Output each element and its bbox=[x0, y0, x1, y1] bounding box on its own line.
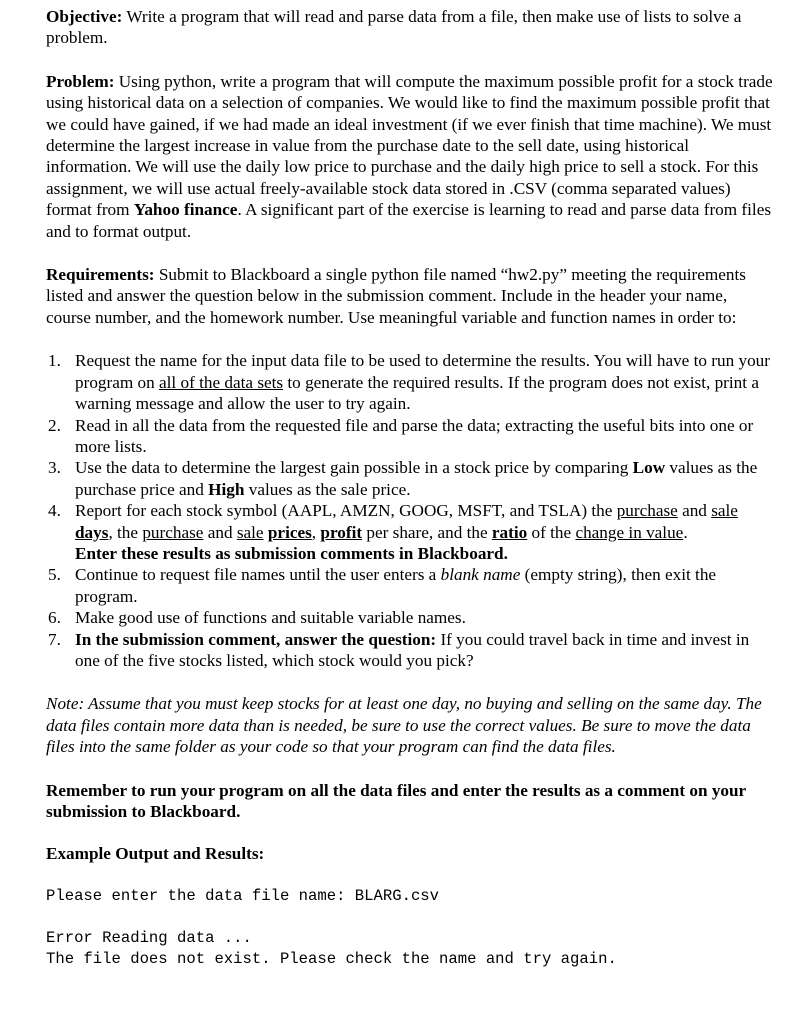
sale-term: sale bbox=[236, 522, 264, 542]
list-number: 4. bbox=[48, 501, 61, 521]
problem-text-1: Using python, write a program that will compute the maximum possible profit for a stock trade using historical data on a selection of companies. We would like to find the maximum possible profit that we could have gained, if we had made an ideal investment (if we ever finish that time machine). We must determine the largest increase in value from the purchase date to the sell date, using historical information. We will use the daily low price to purchase and the daily high price to sell a stock. For this assignment, we will use actual freely-available stock data stored in .CSV (comma separated values) format from bbox=[46, 71, 773, 220]
and-text: and bbox=[203, 522, 237, 542]
list-number: 7. bbox=[48, 629, 61, 649]
example-error-line-2: The file does not exist. Please check the name and try again. bbox=[46, 949, 617, 968]
example-error-line-1: Error Reading data ... bbox=[46, 928, 252, 947]
blank-name-term: blank name bbox=[440, 565, 521, 585]
problem-text-2: . A significant part of the exercise is learning to read and parse data from files and to format output. bbox=[46, 200, 772, 241]
example-heading-text: Example Output and Results: bbox=[46, 844, 265, 864]
list-item-4-text-f: . bbox=[683, 522, 688, 542]
list-item-3-text-end: values as the sale price. bbox=[244, 479, 411, 499]
example-prompt-line: Please enter the data file name: BLARG.csv bbox=[46, 886, 440, 905]
list-item bbox=[46, 629, 774, 672]
list-item-4-text-e: of the bbox=[527, 522, 576, 542]
objective-paragraph bbox=[46, 6, 774, 49]
list-item-4-text-d: per share, and the bbox=[362, 522, 492, 542]
list-number: 3. bbox=[48, 458, 61, 478]
change-in-value-term: change in value bbox=[575, 522, 684, 542]
list-item-7-bold: In the submission comment, answer the question: bbox=[75, 629, 437, 649]
list-item bbox=[46, 607, 774, 628]
purchase-term: purchase bbox=[616, 501, 678, 521]
requirements-paragraph bbox=[46, 264, 774, 328]
list-item bbox=[46, 350, 774, 414]
list-number: 5. bbox=[48, 565, 61, 585]
list-item bbox=[46, 500, 774, 564]
problem-label: Problem: bbox=[46, 71, 115, 91]
document-page bbox=[46, 6, 774, 970]
prices-term: prices bbox=[267, 522, 312, 542]
note-paragraph: Note: Assume that you must keep stocks for at least one day, no buying and selling on the same day. The data files contain more data than is needed, be sure to use the correct values. Be sure to move the data files into the same folder as your code so that your program can find the data files. bbox=[46, 694, 762, 757]
example-heading bbox=[46, 843, 774, 864]
problem-paragraph bbox=[46, 71, 774, 242]
high-keyword: High bbox=[208, 479, 245, 499]
list-item-5-text: Continue to request file names until the user enters a bbox=[75, 565, 441, 585]
list-item-4-text-b: , the bbox=[108, 522, 143, 542]
list-item-5-text-end: (empty string), then exit the program. bbox=[75, 565, 717, 606]
list-item-4-bold: Enter these results as submission comments in Blackboard. bbox=[75, 543, 508, 563]
list-item-7-text: If you could travel back in time and invest in one of the five stocks listed, which stock would you pick? bbox=[75, 629, 750, 670]
sale-term: sale bbox=[711, 501, 738, 521]
low-keyword: Low bbox=[632, 458, 666, 478]
requirements-text: Submit to Blackboard a single python file named “hw2.py” meeting the requirements listed and answer the question below in the submission comment. Include in the header your name, course number, and the homework number. Use meaningful variable and function names in order to: bbox=[46, 265, 746, 327]
requirements-list bbox=[46, 350, 774, 671]
list-item-6-text: Make good use of functions and suitable variable names. bbox=[75, 608, 466, 628]
list-number: 6. bbox=[48, 608, 61, 628]
profit-term: profit bbox=[320, 522, 363, 542]
list-item-3-text: Use the data to determine the largest gain possible in a stock price by comparing bbox=[75, 458, 633, 478]
and-text: and bbox=[677, 501, 712, 521]
list-item-2-text: Read in all the data from the requested file and parse the data; extracting the useful bits into one or more lists. bbox=[75, 415, 754, 456]
list-item-4-text: Report for each stock symbol (AAPL, AMZN, GOOG, MSFT, and TSLA) the bbox=[75, 501, 617, 521]
list-item-4-text-c: , bbox=[311, 522, 321, 542]
reminder-text: Remember to run your program on all the data files and enter the results as a comment on your submission to Blackboard. bbox=[46, 780, 746, 821]
list-item-1-text: Request the name for the input data file to be used to determine the results. You will have to run your program on bbox=[75, 351, 770, 392]
problem-source: Yahoo finance bbox=[133, 200, 238, 220]
list-item bbox=[46, 564, 774, 607]
list-item-1-text-end: to generate the required results. If the program does not exist, print a warning message and allow the user to try again. bbox=[75, 372, 759, 414]
list-item bbox=[46, 457, 774, 500]
reminder-paragraph bbox=[46, 780, 774, 823]
list-item bbox=[46, 415, 774, 458]
list-item-3-text-mid: values as the purchase price and bbox=[75, 458, 758, 499]
requirements-label: Requirements: bbox=[46, 265, 155, 285]
list-number: 2. bbox=[48, 415, 61, 435]
objective-text: Write a program that will read and parse data from a file, then make use of lists to solve a problem. bbox=[46, 7, 742, 48]
ratio-term: ratio bbox=[491, 522, 528, 542]
purchase-term: purchase bbox=[142, 522, 204, 542]
days-term: days bbox=[75, 522, 109, 542]
list-number: 1. bbox=[48, 351, 61, 371]
list-item-1-underlined: all of the data sets bbox=[159, 372, 284, 392]
objective-label: Objective: bbox=[46, 7, 123, 26]
